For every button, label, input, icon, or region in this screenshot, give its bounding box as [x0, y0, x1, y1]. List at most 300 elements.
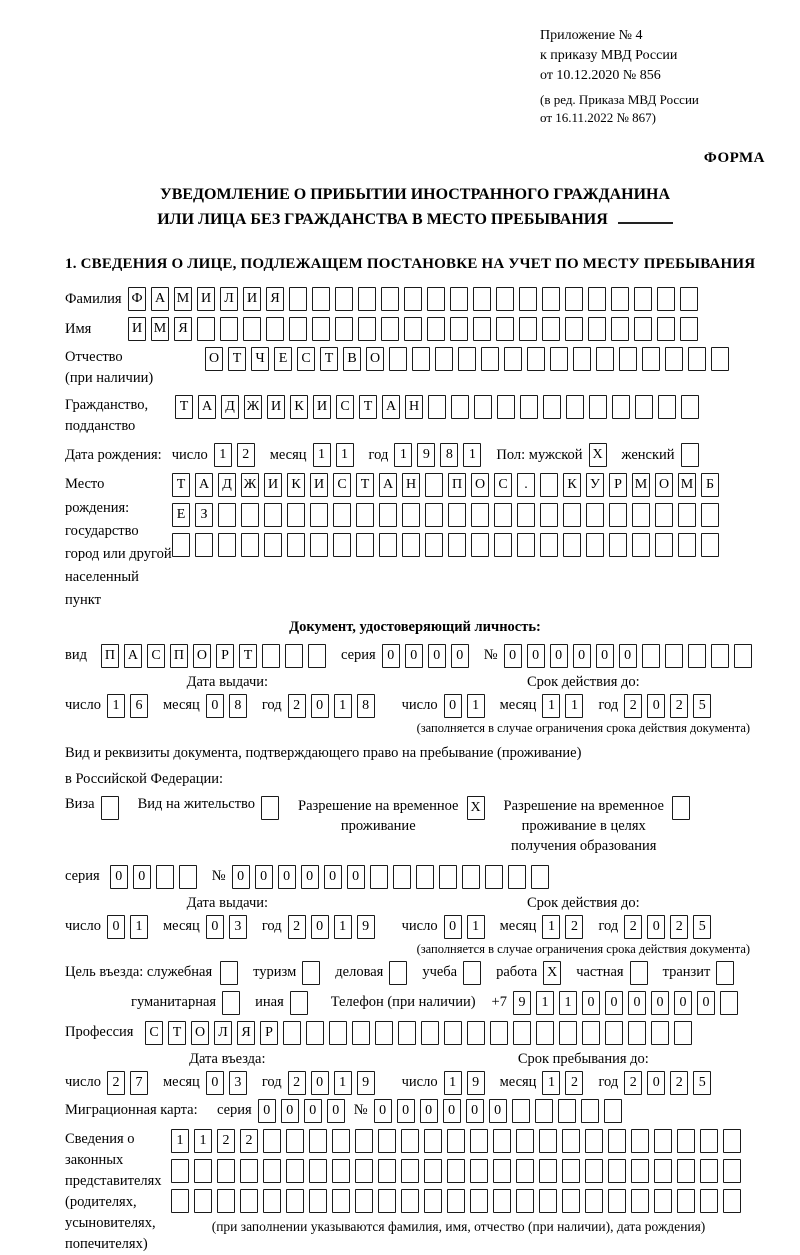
form-cell[interactable]: 2 [670, 694, 688, 718]
form-cell[interactable] [424, 1159, 442, 1183]
form-cell[interactable]: 0 [489, 1099, 507, 1123]
form-cell[interactable]: 0 [304, 1099, 322, 1123]
form-cell[interactable] [195, 533, 213, 557]
form-cell[interactable]: О [205, 347, 223, 371]
form-cell[interactable]: 2 [624, 1071, 642, 1095]
form-cell[interactable] [218, 503, 236, 527]
form-cell[interactable]: 1 [463, 443, 481, 467]
form-cell[interactable] [604, 1099, 622, 1123]
form-cell[interactable] [312, 287, 330, 311]
form-cell[interactable]: Д [218, 473, 236, 497]
form-cell[interactable] [463, 961, 481, 985]
form-cell[interactable]: 9 [513, 991, 531, 1015]
form-cell[interactable] [654, 1159, 672, 1183]
form-cell[interactable] [404, 317, 422, 341]
form-cell[interactable]: Ж [241, 473, 259, 497]
form-cell[interactable] [608, 1159, 626, 1183]
form-cell[interactable]: 9 [417, 443, 435, 467]
form-cell[interactable] [285, 644, 303, 668]
form-cell[interactable] [287, 533, 305, 557]
form-cell[interactable] [467, 1021, 485, 1045]
form-cell[interactable] [504, 347, 522, 371]
form-cell[interactable] [427, 287, 445, 311]
form-cell[interactable]: 0 [324, 865, 342, 889]
form-cell[interactable] [651, 1021, 669, 1045]
form-cell[interactable] [711, 644, 729, 668]
form-cell[interactable] [496, 287, 514, 311]
form-cell[interactable] [447, 1129, 465, 1153]
form-cell[interactable] [540, 503, 558, 527]
form-cell[interactable] [496, 317, 514, 341]
form-cell[interactable]: К [563, 473, 581, 497]
form-cell[interactable] [329, 1021, 347, 1045]
form-cell[interactable] [723, 1189, 741, 1213]
form-cell[interactable]: О [193, 644, 211, 668]
form-cell[interactable] [262, 644, 280, 668]
form-cell[interactable] [356, 503, 374, 527]
form-cell[interactable]: 1 [214, 443, 232, 467]
form-cell[interactable] [425, 473, 443, 497]
form-cell[interactable] [462, 865, 480, 889]
form-cell[interactable] [470, 1159, 488, 1183]
form-cell[interactable] [290, 991, 308, 1015]
form-cell[interactable]: 1 [194, 1129, 212, 1153]
form-cell[interactable] [631, 1159, 649, 1183]
form-cell[interactable]: 1 [336, 443, 354, 467]
form-cell[interactable] [412, 347, 430, 371]
form-cell[interactable] [516, 1129, 534, 1153]
form-cell[interactable]: Р [216, 644, 234, 668]
form-cell[interactable]: 2 [237, 443, 255, 467]
form-cell[interactable] [283, 1021, 301, 1045]
form-cell[interactable] [470, 1189, 488, 1213]
form-cell[interactable]: 0 [444, 694, 462, 718]
form-cell[interactable]: С [333, 473, 351, 497]
form-cell[interactable] [379, 533, 397, 557]
form-cell[interactable] [421, 1021, 439, 1045]
form-cell[interactable]: 8 [229, 694, 247, 718]
form-cell[interactable] [630, 961, 648, 985]
form-cell[interactable] [562, 1129, 580, 1153]
form-cell[interactable] [631, 1129, 649, 1153]
form-cell[interactable]: Т [175, 395, 193, 419]
form-cell[interactable] [197, 317, 215, 341]
form-cell[interactable]: 1 [394, 443, 412, 467]
form-cell[interactable] [655, 503, 673, 527]
form-cell[interactable] [519, 287, 537, 311]
form-cell[interactable] [450, 287, 468, 311]
form-cell[interactable]: 0 [311, 694, 329, 718]
form-cell[interactable] [171, 1159, 189, 1183]
form-cell[interactable]: М [174, 287, 192, 311]
form-cell[interactable] [497, 395, 515, 419]
form-cell[interactable]: 2 [624, 694, 642, 718]
form-cell[interactable] [494, 503, 512, 527]
form-cell[interactable]: Е [172, 503, 190, 527]
form-cell[interactable] [562, 1189, 580, 1213]
form-cell[interactable] [720, 991, 738, 1015]
form-cell[interactable]: О [471, 473, 489, 497]
form-cell[interactable]: С [494, 473, 512, 497]
form-cell[interactable]: У [586, 473, 604, 497]
form-cell[interactable] [677, 1159, 695, 1183]
form-cell[interactable] [333, 533, 351, 557]
form-cell[interactable]: 0 [301, 865, 319, 889]
form-cell[interactable] [389, 347, 407, 371]
form-cell[interactable]: П [170, 644, 188, 668]
form-cell[interactable] [565, 287, 583, 311]
form-cell[interactable] [241, 503, 259, 527]
form-cell[interactable]: А [124, 644, 142, 668]
form-cell[interactable]: А [195, 473, 213, 497]
form-cell[interactable]: 2 [288, 915, 306, 939]
form-cell[interactable]: 1 [467, 915, 485, 939]
form-cell[interactable]: Т [168, 1021, 186, 1045]
form-cell[interactable] [424, 1189, 442, 1213]
form-cell[interactable]: 2 [624, 915, 642, 939]
form-cell[interactable] [404, 287, 422, 311]
form-cell[interactable]: 0 [107, 915, 125, 939]
form-cell[interactable]: 9 [357, 915, 375, 939]
form-cell[interactable]: 0 [443, 1099, 461, 1123]
form-cell[interactable]: Д [221, 395, 239, 419]
form-cell[interactable] [309, 1159, 327, 1183]
form-cell[interactable] [612, 395, 630, 419]
form-cell[interactable] [493, 1159, 511, 1183]
form-cell[interactable] [194, 1159, 212, 1183]
form-cell[interactable]: 2 [240, 1129, 258, 1153]
form-cell[interactable]: О [191, 1021, 209, 1045]
form-cell[interactable] [680, 317, 698, 341]
form-cell[interactable] [370, 865, 388, 889]
form-cell[interactable] [312, 317, 330, 341]
form-cell[interactable]: 2 [288, 1071, 306, 1095]
form-cell[interactable] [711, 347, 729, 371]
form-cell[interactable]: И [264, 473, 282, 497]
form-cell[interactable] [542, 317, 560, 341]
form-cell[interactable]: 0 [582, 991, 600, 1015]
form-cell[interactable] [542, 287, 560, 311]
form-cell[interactable] [586, 503, 604, 527]
form-cell[interactable] [596, 347, 614, 371]
form-cell[interactable]: Я [237, 1021, 255, 1045]
form-cell[interactable] [634, 287, 652, 311]
form-cell[interactable]: С [336, 395, 354, 419]
form-cell[interactable] [470, 1129, 488, 1153]
form-cell[interactable] [263, 1159, 281, 1183]
form-cell[interactable] [217, 1159, 235, 1183]
form-cell[interactable] [632, 503, 650, 527]
form-cell[interactable] [678, 503, 696, 527]
form-cell[interactable] [335, 287, 353, 311]
form-cell[interactable]: 7 [130, 1071, 148, 1095]
form-cell[interactable] [289, 317, 307, 341]
form-cell[interactable]: 1 [171, 1129, 189, 1153]
form-cell[interactable] [286, 1189, 304, 1213]
form-cell[interactable] [358, 287, 376, 311]
form-cell[interactable] [310, 503, 328, 527]
form-cell[interactable] [332, 1129, 350, 1153]
form-cell[interactable]: Т [320, 347, 338, 371]
form-cell[interactable] [608, 1189, 626, 1213]
form-cell[interactable] [543, 395, 561, 419]
form-cell[interactable]: 0 [697, 991, 715, 1015]
form-cell[interactable]: 0 [258, 1099, 276, 1123]
form-cell[interactable]: А [151, 287, 169, 311]
form-cell[interactable] [435, 347, 453, 371]
form-cell[interactable] [632, 533, 650, 557]
form-cell[interactable] [734, 644, 752, 668]
form-cell[interactable]: X [467, 796, 485, 820]
form-cell[interactable]: И [128, 317, 146, 341]
form-cell[interactable]: 9 [357, 1071, 375, 1095]
form-cell[interactable] [401, 1159, 419, 1183]
form-cell[interactable]: 2 [565, 915, 583, 939]
form-cell[interactable]: 0 [628, 991, 646, 1015]
form-cell[interactable] [264, 503, 282, 527]
form-cell[interactable] [516, 1189, 534, 1213]
form-cell[interactable]: З [195, 503, 213, 527]
form-cell[interactable] [378, 1159, 396, 1183]
form-cell[interactable] [680, 287, 698, 311]
form-cell[interactable] [588, 287, 606, 311]
form-cell[interactable] [447, 1189, 465, 1213]
form-cell[interactable] [642, 347, 660, 371]
form-cell[interactable]: 1 [334, 915, 352, 939]
form-cell[interactable]: 2 [670, 915, 688, 939]
form-cell[interactable] [428, 395, 446, 419]
form-cell[interactable] [194, 1189, 212, 1213]
form-cell[interactable]: X [589, 443, 607, 467]
form-cell[interactable]: 0 [573, 644, 591, 668]
form-cell[interactable]: 2 [565, 1071, 583, 1095]
form-cell[interactable]: 0 [311, 1071, 329, 1095]
form-cell[interactable] [401, 1189, 419, 1213]
form-cell[interactable]: И [313, 395, 331, 419]
form-cell[interactable] [619, 347, 637, 371]
form-cell[interactable] [220, 317, 238, 341]
form-cell[interactable] [378, 1189, 396, 1213]
form-cell[interactable]: 5 [693, 1071, 711, 1095]
form-cell[interactable]: 2 [217, 1129, 235, 1153]
form-cell[interactable] [450, 317, 468, 341]
form-cell[interactable] [634, 317, 652, 341]
form-cell[interactable] [609, 503, 627, 527]
form-cell[interactable]: 0 [232, 865, 250, 889]
form-cell[interactable] [439, 865, 457, 889]
form-cell[interactable] [240, 1159, 258, 1183]
form-cell[interactable]: 0 [110, 865, 128, 889]
form-cell[interactable]: Ч [251, 347, 269, 371]
form-cell[interactable]: 0 [466, 1099, 484, 1123]
form-cell[interactable] [655, 533, 673, 557]
form-cell[interactable]: 6 [130, 694, 148, 718]
form-cell[interactable] [635, 395, 653, 419]
form-cell[interactable] [332, 1159, 350, 1183]
form-cell[interactable]: 0 [605, 991, 623, 1015]
form-cell[interactable] [700, 1129, 718, 1153]
form-cell[interactable] [425, 503, 443, 527]
form-cell[interactable]: 0 [647, 915, 665, 939]
form-cell[interactable]: Н [405, 395, 423, 419]
form-cell[interactable] [458, 347, 476, 371]
form-cell[interactable]: 0 [327, 1099, 345, 1123]
form-cell[interactable] [375, 1021, 393, 1045]
form-cell[interactable] [306, 1021, 324, 1045]
form-cell[interactable] [657, 317, 675, 341]
form-cell[interactable] [333, 503, 351, 527]
form-cell[interactable] [657, 287, 675, 311]
form-cell[interactable] [289, 287, 307, 311]
form-cell[interactable]: Б [701, 473, 719, 497]
form-cell[interactable]: 1 [542, 915, 560, 939]
form-cell[interactable] [474, 395, 492, 419]
form-cell[interactable]: М [151, 317, 169, 341]
form-cell[interactable] [581, 1099, 599, 1123]
form-cell[interactable] [565, 317, 583, 341]
form-cell[interactable] [609, 533, 627, 557]
form-cell[interactable]: 0 [374, 1099, 392, 1123]
form-cell[interactable] [381, 317, 399, 341]
form-cell[interactable] [416, 865, 434, 889]
form-cell[interactable]: В [343, 347, 361, 371]
form-cell[interactable]: 0 [674, 991, 692, 1015]
form-cell[interactable]: П [101, 644, 119, 668]
form-cell[interactable] [540, 533, 558, 557]
form-cell[interactable] [286, 1129, 304, 1153]
form-cell[interactable]: 0 [596, 644, 614, 668]
form-cell[interactable]: Т [172, 473, 190, 497]
form-cell[interactable] [611, 287, 629, 311]
form-cell[interactable] [688, 644, 706, 668]
form-cell[interactable]: 0 [504, 644, 522, 668]
form-cell[interactable]: 0 [281, 1099, 299, 1123]
form-cell[interactable] [286, 1159, 304, 1183]
form-cell[interactable] [527, 347, 545, 371]
form-cell[interactable]: М [632, 473, 650, 497]
form-cell[interactable] [335, 317, 353, 341]
form-cell[interactable] [490, 1021, 508, 1045]
form-cell[interactable] [448, 533, 466, 557]
form-cell[interactable]: Е [274, 347, 292, 371]
form-cell[interactable] [589, 395, 607, 419]
form-cell[interactable] [217, 1189, 235, 1213]
form-cell[interactable]: М [678, 473, 696, 497]
form-cell[interactable] [218, 533, 236, 557]
form-cell[interactable] [473, 317, 491, 341]
form-cell[interactable] [672, 796, 690, 820]
form-cell[interactable]: 1 [130, 915, 148, 939]
form-cell[interactable]: 0 [550, 644, 568, 668]
form-cell[interactable] [605, 1021, 623, 1045]
form-cell[interactable] [494, 533, 512, 557]
form-cell[interactable] [261, 796, 279, 820]
form-cell[interactable] [513, 1021, 531, 1045]
form-cell[interactable] [308, 644, 326, 668]
form-cell[interactable] [681, 395, 699, 419]
form-cell[interactable]: Т [359, 395, 377, 419]
form-cell[interactable] [302, 961, 320, 985]
form-cell[interactable]: 0 [278, 865, 296, 889]
form-cell[interactable]: 3 [229, 1071, 247, 1095]
form-cell[interactable] [263, 1129, 281, 1153]
form-cell[interactable]: И [267, 395, 285, 419]
form-cell[interactable] [358, 317, 376, 341]
form-cell[interactable]: С [145, 1021, 163, 1045]
form-cell[interactable]: 0 [420, 1099, 438, 1123]
form-cell[interactable]: Р [260, 1021, 278, 1045]
form-cell[interactable]: И [243, 287, 261, 311]
form-cell[interactable] [398, 1021, 416, 1045]
form-cell[interactable]: 0 [428, 644, 446, 668]
form-cell[interactable] [172, 533, 190, 557]
form-cell[interactable]: 0 [206, 1071, 224, 1095]
form-cell[interactable] [562, 1159, 580, 1183]
form-cell[interactable] [401, 1129, 419, 1153]
form-cell[interactable] [539, 1159, 557, 1183]
form-cell[interactable]: Ф [128, 287, 146, 311]
form-cell[interactable] [536, 1021, 554, 1045]
form-cell[interactable] [665, 644, 683, 668]
form-cell[interactable] [427, 317, 445, 341]
form-cell[interactable] [628, 1021, 646, 1045]
form-cell[interactable] [309, 1129, 327, 1153]
form-cell[interactable] [424, 1129, 442, 1153]
form-cell[interactable] [356, 533, 374, 557]
form-cell[interactable] [550, 347, 568, 371]
form-cell[interactable]: 0 [397, 1099, 415, 1123]
form-cell[interactable] [678, 533, 696, 557]
form-cell[interactable]: 1 [536, 991, 554, 1015]
form-cell[interactable]: 3 [229, 915, 247, 939]
form-cell[interactable] [355, 1129, 373, 1153]
form-cell[interactable]: 1 [542, 694, 560, 718]
form-cell[interactable]: 0 [451, 644, 469, 668]
form-cell[interactable] [539, 1189, 557, 1213]
form-cell[interactable]: 1 [565, 694, 583, 718]
form-cell[interactable] [585, 1189, 603, 1213]
form-cell[interactable] [674, 1021, 692, 1045]
form-cell[interactable] [723, 1129, 741, 1153]
form-cell[interactable] [654, 1189, 672, 1213]
form-cell[interactable] [540, 473, 558, 497]
form-cell[interactable]: Я [174, 317, 192, 341]
form-cell[interactable] [393, 865, 411, 889]
form-cell[interactable]: 0 [382, 644, 400, 668]
form-cell[interactable] [309, 1189, 327, 1213]
form-cell[interactable] [539, 1129, 557, 1153]
form-cell[interactable]: 2 [670, 1071, 688, 1095]
form-cell[interactable] [677, 1129, 695, 1153]
form-cell[interactable]: 2 [288, 694, 306, 718]
form-cell[interactable]: 1 [444, 1071, 462, 1095]
form-cell[interactable] [381, 287, 399, 311]
form-cell[interactable] [535, 1099, 553, 1123]
form-cell[interactable]: И [310, 473, 328, 497]
form-cell[interactable] [471, 533, 489, 557]
form-cell[interactable]: 0 [311, 915, 329, 939]
form-cell[interactable] [658, 395, 676, 419]
form-cell[interactable]: А [379, 473, 397, 497]
form-cell[interactable]: 1 [334, 1071, 352, 1095]
form-cell[interactable]: А [198, 395, 216, 419]
form-cell[interactable] [266, 317, 284, 341]
form-cell[interactable] [531, 865, 549, 889]
form-cell[interactable] [723, 1159, 741, 1183]
form-cell[interactable] [716, 961, 734, 985]
form-cell[interactable]: 0 [619, 644, 637, 668]
form-cell[interactable]: 0 [647, 694, 665, 718]
